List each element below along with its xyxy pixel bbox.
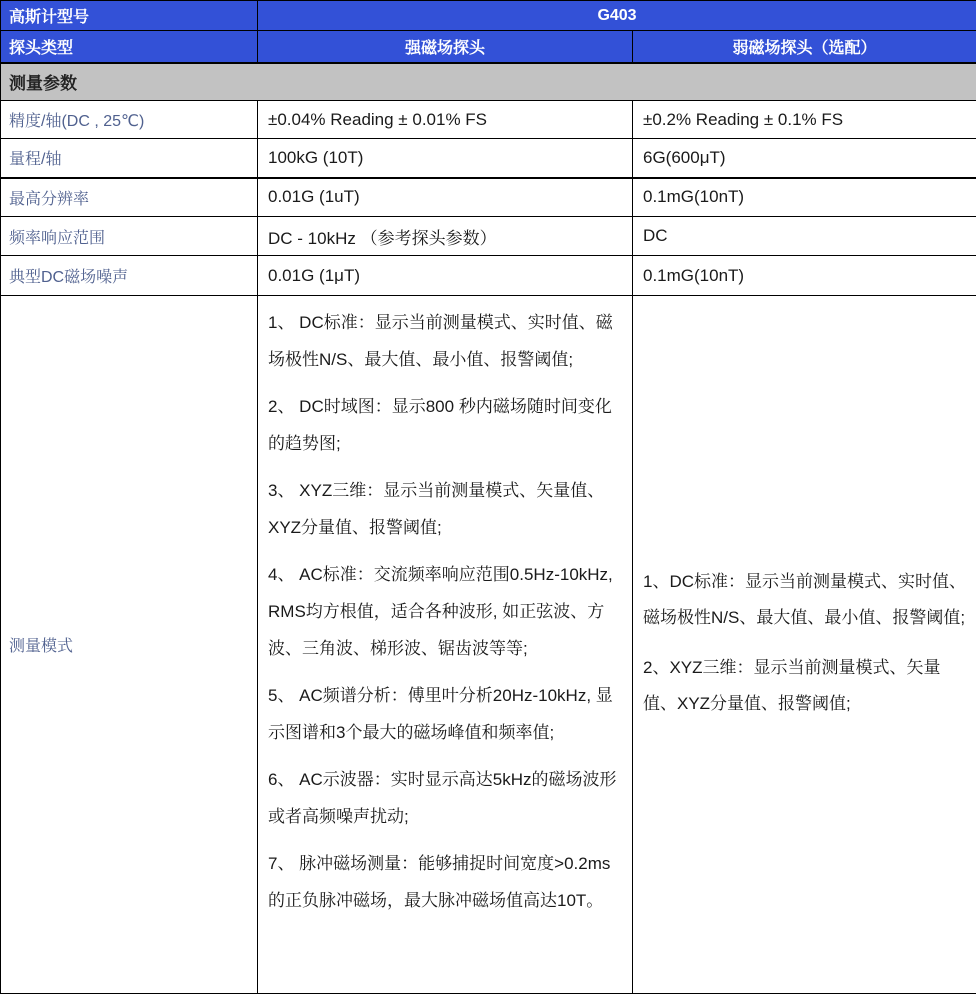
row-value-strong: DC - 10kHz （参考探头参数） — [258, 217, 633, 256]
row-value-weak: 6G(600μT) — [633, 139, 976, 178]
weak-mode-item-1: 1、DC标准：显示当前测量模式、实时值、磁场极性N/S、最大值、最小值、报警阈值; — [643, 564, 966, 636]
model-label: 高斯计型号 — [1, 1, 258, 31]
row-value-weak: 0.1mG(10nT) — [633, 178, 976, 217]
table-row-frequency — [1, 217, 976, 256]
row-label: 典型DC磁场噪声 — [1, 256, 258, 296]
row-value-strong: 0.01G (1uT) — [258, 178, 633, 217]
mode-item-4: 4、 AC标准：交流频率响应范围0.5Hz-10kHz, RMS均方根值，适合各种波形, 如正弦波、方波、三角波、梯形波、锯齿波等等; — [268, 556, 622, 667]
table-row-modes — [1, 296, 976, 994]
section-header-row — [1, 63, 976, 101]
row-label: 最高分辨率 — [1, 178, 258, 217]
probe-weak-header: 弱磁场探头（选配） — [633, 31, 976, 63]
row-value-strong: ±0.04% Reading ± 0.01% FS — [258, 101, 633, 139]
modes-strong-cell — [258, 296, 633, 994]
weak-mode-item-2: 2、XYZ三维：显示当前测量模式、矢量值、XYZ分量值、报警阈值; — [643, 650, 966, 722]
model-value: G403 — [258, 1, 976, 31]
row-value-strong: 0.01G (1μT) — [258, 256, 633, 296]
section-title: 测量参数 — [1, 63, 976, 101]
table-row-range — [1, 139, 976, 178]
table-row-noise — [1, 256, 976, 296]
row-label: 量程/轴 — [1, 139, 258, 178]
table-row-resolution — [1, 178, 976, 217]
modes-label: 测量模式 — [1, 296, 258, 994]
row-value-weak: ±0.2% Reading ± 0.1% FS — [633, 101, 976, 139]
probe-type-label: 探头类型 — [1, 31, 258, 63]
mode-item-3: 3、 XYZ三维：显示当前测量模式、矢量值、XYZ分量值、报警阈值; — [268, 472, 622, 546]
mode-item-1: 1、 DC标准：显示当前测量模式、实时值、磁场极性N/S、最大值、最小值、报警阈值; — [268, 304, 622, 378]
row-value-weak: 0.1mG(10nT) — [633, 256, 976, 296]
model-row — [1, 1, 976, 31]
mode-item-7: 7、 脉冲磁场测量：能够捕捉时间宽度>0.2ms的正负脉冲磁场，最大脉冲磁场值高达10T。 — [268, 845, 622, 919]
row-label: 频率响应范围 — [1, 217, 258, 256]
probe-strong-header: 强磁场探头 — [258, 31, 633, 63]
row-value-weak: DC — [633, 217, 976, 256]
row-label: 精度/轴(DC , 25℃) — [1, 101, 258, 139]
modes-weak-cell — [633, 296, 976, 994]
mode-item-5: 5、 AC频谱分析：傅里叶分析20Hz-10kHz, 显示图谱和3个最大的磁场峰值和频率值; — [268, 677, 622, 751]
probe-type-row — [1, 31, 976, 63]
table-row-accuracy — [1, 101, 976, 139]
row-value-strong: 100kG (10T) — [258, 139, 633, 178]
mode-item-2: 2、 DC时域图：显示800 秒内磁场随时间变化的趋势图; — [268, 388, 622, 462]
mode-item-6: 6、 AC示波器：实时显示高达5kHz的磁场波形或者高频噪声扰动; — [268, 761, 622, 835]
